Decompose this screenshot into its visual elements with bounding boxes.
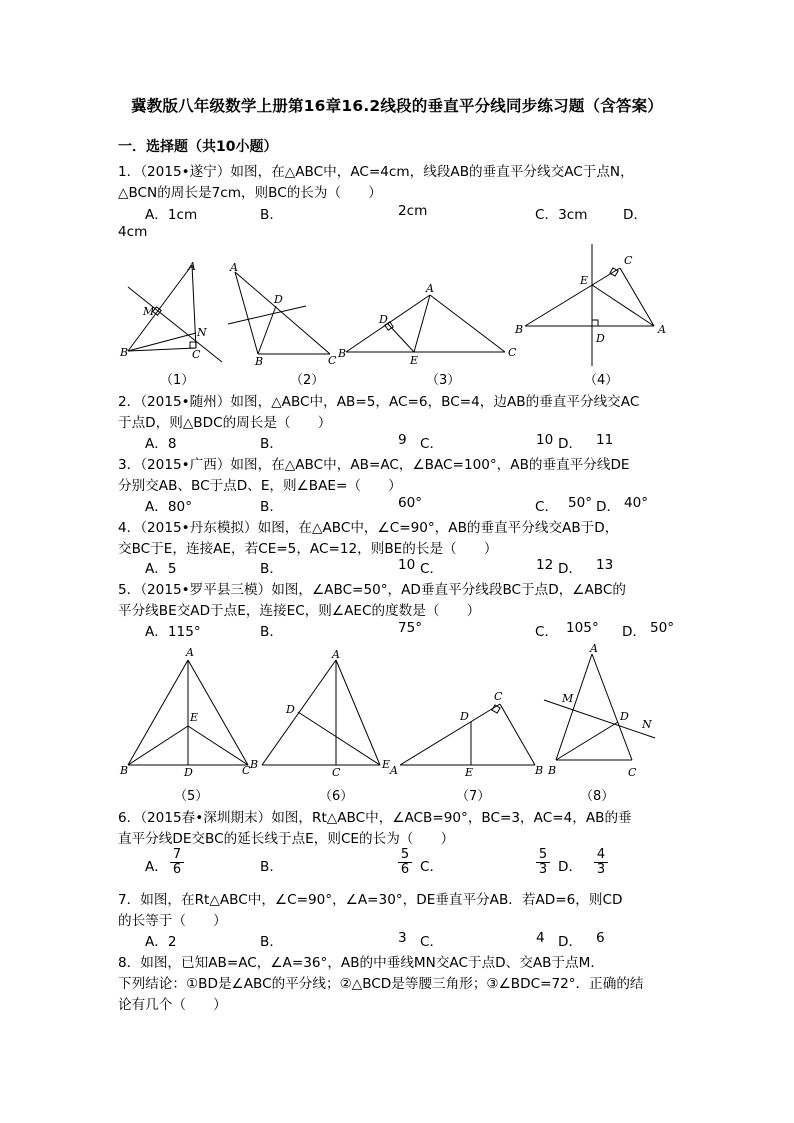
fig2-label-c: C [328, 354, 337, 367]
q4-option-c-label: C． [420, 561, 444, 577]
figure-6 [262, 660, 380, 765]
q6-option-a-fraction [170, 848, 184, 877]
q2-option-d-label: D． [558, 436, 583, 452]
figures-row-1 [110, 240, 690, 375]
fig4-label-a: A [658, 323, 666, 336]
fig5-label-e: E [190, 711, 199, 724]
q5-option-b-label: B． [260, 624, 283, 640]
q6-option-d-fraction [594, 848, 608, 877]
q4-option-a: A．5 [145, 561, 177, 577]
fig1-label-b: B [120, 346, 129, 359]
fig8-label-c: C [628, 766, 637, 779]
q2-option-c-value: 10 [536, 432, 554, 448]
fig4-label-b: B [515, 323, 524, 336]
fig8-label-a: A [590, 642, 598, 655]
q5-option-c-label: C． [535, 624, 559, 640]
q1-option-c: C．3cm [535, 207, 588, 223]
figure-caption-1: （1） [160, 373, 195, 388]
q2-line1: 2．（2015•随州）如图，△ABC中，AB=5，AC=6，BC=4，边AB的垂直平分线交AC [118, 394, 640, 410]
q4-line1: 4．（2015•丹东模拟）如图，在△ABC中，∠C=90°，AB的垂直平分线交AB于D， [118, 520, 619, 536]
q1-option-b-value: 2cm [398, 203, 428, 219]
fig3-label-e: E [410, 354, 419, 367]
q3-option-a: A．80° [145, 499, 192, 515]
q4-option-b-label: B． [260, 561, 283, 577]
fig4-label-c: C [624, 254, 633, 267]
q5-option-a: A．115° [145, 624, 201, 640]
fig1-label-n: N [197, 326, 207, 339]
fig6-label-e: E [382, 758, 391, 771]
fig3-label-b: B [338, 347, 347, 360]
figure-caption-8: （8） [580, 789, 615, 804]
q2-line2: 于点D，则△BDC的周长是（ ） [118, 415, 332, 431]
q2-option-b-label: B． [260, 436, 283, 452]
q4-line2: 交BC于E，连接AE，若CE=5，AC=12，则BE的长是（ ） [118, 541, 498, 557]
q6-option-c-label: C． [420, 859, 444, 875]
fig4-label-e: E [580, 274, 589, 287]
document-title: 冀教版八年级数学上册第16章16.2线段的垂直平分线同步练习题（含答案） [130, 97, 663, 115]
fig5-label-c: C [242, 764, 251, 777]
q7-option-d-label: D． [558, 934, 583, 950]
figure-4 [525, 244, 654, 366]
q6-c-denominator: 3 [538, 862, 548, 877]
q4-option-d-value: 13 [596, 557, 614, 573]
q3-option-c-value: 50° [568, 495, 593, 511]
figure-caption-5: （5） [174, 789, 209, 804]
fig8-label-d: D [620, 710, 629, 723]
q5-option-d-label: D． [622, 624, 647, 640]
fig1-label-c: C [192, 348, 201, 361]
figure-caption-7: （7） [456, 789, 491, 804]
q6-line1: 6．（2015春•深圳期末）如图，Rt△ABC中，∠ACB=90°，BC=3，AC=4，AB的垂 [118, 810, 632, 826]
figure-caption-4: （4） [584, 373, 619, 388]
figure-3 [346, 295, 505, 352]
q3-option-c-label: C． [535, 499, 559, 515]
figure-caption-6: （6） [319, 789, 354, 804]
fig3-label-a: A [426, 282, 434, 295]
q7-option-a: A．2 [145, 934, 177, 950]
q8-line1: 8．如图，已知AB=AC，∠A=36°，AB的中垂线MN交AC于点D、交AB于点M． [118, 955, 604, 971]
q5-line1: 5．（2015•罗平县三模）如图，∠ABC=50°，AD垂直平分线段BC于点D，∠ABC的 [118, 582, 626, 598]
q1-option-d-label: D． [623, 207, 648, 223]
q5-line2: 平分线BE交AD于点E，连接EC，则∠AEC的度数是（ ） [118, 603, 481, 619]
q1-line1: 1．（2015•遂宁）如图，在△ABC中，AC=4cm，线段AB的垂直平分线交AC于点N， [118, 164, 634, 180]
q7-line1: 7．如图，在Rt△ABC中，∠C=90°，∠A=30°，DE垂直平分AB．若AD=6，则CD [118, 892, 623, 908]
q3-line1: 3．（2015•广西）如图，在△ABC中，AB=AC，∠BAC=100°，AB的垂直平分线DE [118, 457, 630, 473]
q6-b-denominator: 6 [400, 862, 410, 877]
fig2-label-d: D [274, 293, 283, 306]
q6-option-b-fraction [398, 848, 412, 877]
fig1-label-m: M [143, 305, 155, 318]
fig7-label-c: C [494, 690, 503, 703]
fig6-label-c: C [332, 766, 341, 779]
q2-option-b-value: 9 [398, 432, 407, 448]
fig5-label-a: A [186, 646, 194, 659]
q6-option-c-fraction [536, 848, 550, 877]
q6-a-numerator: 7 [170, 848, 184, 863]
fig5-label-d: D [184, 766, 193, 779]
q5-option-c-value: 105° [566, 620, 599, 636]
fig3-label-d: D [379, 313, 388, 326]
q6-option-b-label: B． [260, 859, 283, 875]
section-heading: 一．选择题（共10小题） [118, 139, 278, 155]
q2-option-d-value: 11 [596, 432, 614, 448]
q4-option-b-value: 10 [398, 557, 416, 573]
figure-2 [228, 272, 330, 354]
q2-option-c-label: C． [420, 436, 444, 452]
fig1-label-a: A [188, 260, 196, 273]
q3-option-b-label: B． [260, 499, 283, 515]
q6-b-numerator: 5 [398, 848, 412, 863]
q2-option-a: A．8 [145, 436, 177, 452]
q7-line2: 的长等于（ ） [118, 913, 227, 929]
q5-option-b-value: 75° [398, 620, 423, 636]
fig7-label-a: A [390, 764, 398, 777]
q8-line2: 下列结论：①BD是∠ABC的平分线；②△BCD是等腰三角形；③∠BDC=72°．正确的结 [118, 976, 644, 992]
q3-option-b-value: 60° [398, 495, 423, 511]
figure-caption-2: （2） [290, 373, 325, 388]
q7-option-b-label: B． [260, 934, 283, 950]
fig8-label-b: B [548, 764, 557, 777]
fig7-label-b: B [535, 764, 544, 777]
fig8-label-n: N [642, 718, 652, 731]
q7-option-d-value: 6 [596, 930, 605, 946]
q8-line3: 论有几个（ ） [118, 997, 227, 1013]
q5-option-d-value: 50° [650, 620, 675, 636]
q6-line2: 直平分线DE交BC的延长线于点E，则CE的长为（ ） [118, 831, 455, 847]
q6-d-denominator: 3 [596, 862, 606, 877]
fig6-label-b: B [250, 758, 259, 771]
q7-option-c-value: 4 [536, 930, 545, 946]
q7-option-b-value: 3 [398, 930, 407, 946]
q6-a-denominator: 6 [172, 862, 182, 877]
q1-option-b-label: B． [260, 207, 283, 223]
fig8-label-m: M [562, 692, 574, 705]
figure-5 [128, 660, 248, 765]
q7-option-c-label: C． [420, 934, 444, 950]
fig2-label-a: A [230, 261, 238, 274]
fig5-label-b: B [120, 764, 129, 777]
figures-row-2 [110, 640, 690, 780]
q3-option-d-label: D． [596, 499, 621, 515]
q3-option-d-value: 40° [624, 495, 649, 511]
fig2-label-b: B [255, 355, 264, 368]
q1-line2: △BCN的周长是7cm，则BC的长为（ ） [118, 185, 382, 201]
q6-option-d-label: D． [558, 859, 583, 875]
figure-caption-3: （3） [426, 373, 461, 388]
q6-c-numerator: 5 [536, 848, 550, 863]
q3-line2: 分别交AB、BC于点D、E，则∠BAE=（ ） [118, 478, 402, 494]
fig6-label-d: D [286, 703, 295, 716]
fig7-label-d: D [460, 710, 469, 723]
q4-option-d-label: D． [558, 561, 583, 577]
q6-d-numerator: 4 [594, 848, 608, 863]
q6-option-a-label: A． [145, 859, 168, 875]
fig7-label-e: E [465, 766, 474, 779]
figure-8 [544, 654, 655, 760]
fig6-label-a: A [332, 648, 340, 661]
q1-option-a: A．1cm [145, 207, 198, 223]
fig4-label-d: D [596, 332, 605, 345]
q4-option-c-value: 12 [536, 557, 554, 573]
q1-option-d-value: 4cm [118, 224, 148, 240]
fig3-label-c: C [508, 346, 517, 359]
